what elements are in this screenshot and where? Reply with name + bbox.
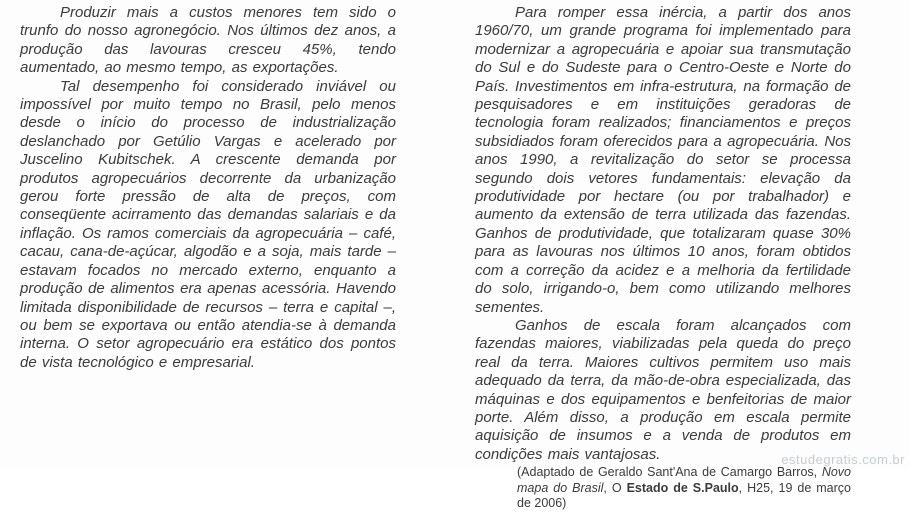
watermark: estudegratis.com.br	[781, 452, 905, 467]
citation-separator: , O	[603, 480, 627, 495]
source-citation	[517, 465, 851, 512]
left-paragraph-1: Produzir mais a custos menores tem sido o trunfo do nosso agronegócio. Nos últimos dez anos, a produção das lavouras cresceu 45%, tendo aumentado, ao mesmo tempo, as exportações.	[20, 4, 396, 77]
citation-work-title: Novo mapa do Brasil	[517, 465, 851, 495]
right-paragraph-1: Para romper essa inércia, a partir dos anos 1960/70, um grande programa foi implementado para modernizar a agropecuária e apoiar sua transmutação do Sul e do Sudeste para o Centro-Oeste e Norte do País. Investimentos em infra-estrutura, na formação de pesquisadores e em instituições geradoras de tecnologia foram realizados; financiamentos e preços subsidiados foram oferecidos para a agropecuária. Nos anos 1990, a revitalização do setor se processa segundo dois vetores fundamentais: elevação da produtividade por hectare (ou por trabalhador) e aumento da extensão de terra utilizada das fazendas. Ganhos de produtividade, que totalizaram quase 30% para as lavouras nos últimos 10 anos, foram obtidos com a correção da acidez e a melhoria da fertilidade do solo, irrigando-o, bem como utilizando melhores sementes.	[475, 4, 851, 316]
citation-suffix: , H25, 19 de março de 2006)	[517, 480, 851, 511]
right-column	[475, 4, 851, 512]
right-paragraph-2: Ganhos de escala foram alcançados com fazendas maiores, viabilizadas pela queda do preço real da terra. Maiores cultivos permitem uso mais adequado da terra, da mão-de-obra especializada, das máquinas e dos equipamentos e benfeitorias de maior porte. Além disso, a produção em escala permite aquisição de insumos e a venda de produtos em condições mais vantajosas.	[475, 316, 851, 463]
citation-prefix: (Adaptado de Geraldo Sant'Ana de Camargo Barros,	[517, 465, 822, 480]
left-paragraph-2: Tal desempenho foi considerado inviável ou impossível por muito tempo no Brasil, pelo menos desde o início do processo de industrialização deslanchado por Getúlio Vargas e acelerado por Juscelino Kubitschek. A crescente demanda por produtos agropecuários decorrente da urbanização gerou forte pressão de alta de preços, com conseqüente acirramento das demandas salariais e da inflação. Os ramos comerciais da agropecuária – café, cacau, cana-de-açúcar, algodão e a soja, mais tarde – estavam focados no mercado externo, enquanto a produção de alimentos era apenas acessória. Havendo limitada disponibilidade de recursos – terra e capital –, ou bem se exportava ou então atendia-se à demanda interna. O setor agropecuário era estático dos pontos de vista tecnológico e empresarial.	[20, 77, 396, 371]
text-columns	[20, 4, 851, 512]
left-column	[20, 4, 396, 512]
citation-newspaper-name: Estado de S.Paulo	[626, 480, 739, 495]
